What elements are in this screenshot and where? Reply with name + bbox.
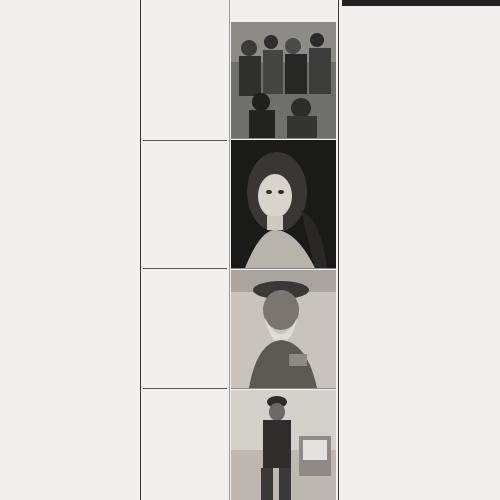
story-teaser (143, 140, 227, 143)
police-photo (231, 390, 336, 500)
elderly-man-photo (231, 270, 336, 389)
column-rule (140, 0, 141, 500)
bardot-portrait-photo (231, 140, 336, 269)
article-banner (342, 0, 500, 6)
table-of-contents (4, 0, 139, 500)
story-divider (143, 268, 227, 269)
feature-article (342, 0, 500, 500)
story-teaser (143, 30, 227, 31)
column-rule (338, 0, 339, 500)
story-teaser (143, 388, 227, 391)
story-divider (143, 388, 227, 389)
story-teasers-column (143, 0, 227, 500)
story-divider (143, 140, 227, 141)
resistance-crowd-photo (231, 22, 336, 139)
story-teaser (143, 268, 227, 271)
column-rule (229, 0, 230, 500)
